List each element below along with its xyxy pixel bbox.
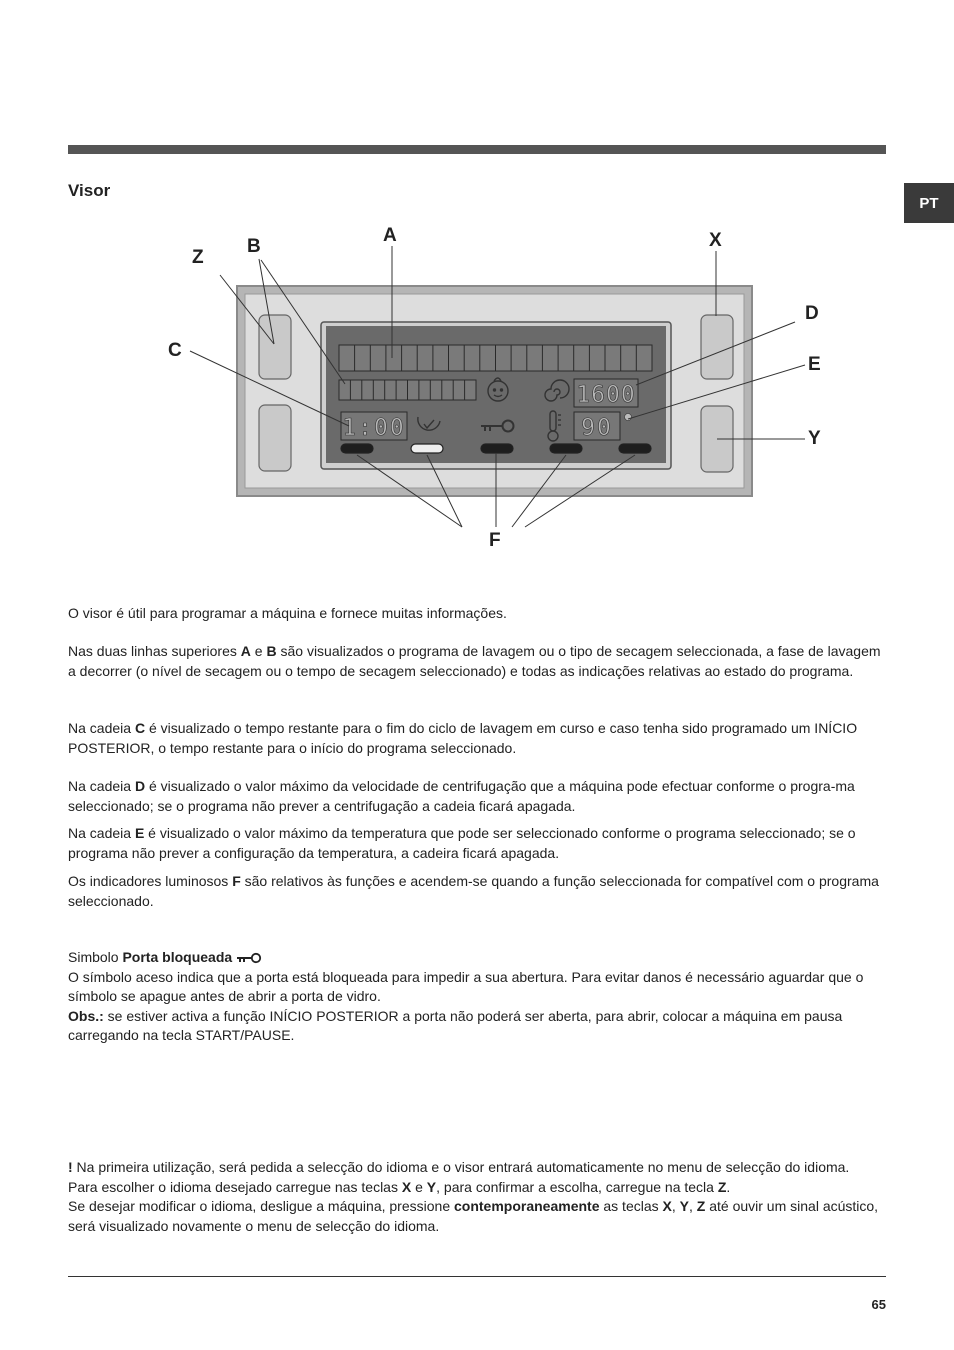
time-readout: 1:00 [342,415,406,441]
temp-readout: 90 [581,415,613,441]
paragraph-language: ! Na primeira utilização, será pedida a selecção do idioma e o visor entrará automaticamente no menu de selecção do idioma. Para escolher o idioma desejado carregue nas teclas X e Y, para confirmar a escolha, carregue na tecla Z. Se desejar modificar o idioma, desligue a máquina, pressione contemporaneamente as teclas X, Y, Z até ouvir um sinal acústico, será visualizado novamente o menu de selecção do idioma. [68,1159,879,1234]
display-diagram [150,215,830,555]
label-d: D [805,303,819,324]
paragraph-door-lock: Simbolo Porta bloqueada O símbolo aceso indica que a porta está bloqueada para impedir a sua abertura. Para evitar danos é necessário aguardar que o símbolo se apague antes de abrir a porta de vidro. Obs.: se estiver activa a função INÍCIO POSTERIOR a porta não poderá ser aberta, para abrir, colocar a máquina em pausa carregando na tecla START/PAUSE. [68,949,864,1043]
label-x: X [709,230,722,251]
page-number: 65 [871,1297,886,1312]
row-b-cells [339,380,476,400]
section-title: Visor [68,181,111,200]
button-z [259,315,291,379]
key-icon [236,952,262,964]
bottom-rule [68,1276,886,1277]
row-a-cells [339,345,652,371]
label-b: B [247,236,261,257]
spin-readout: 1600 [576,382,636,408]
paragraph-indicators-f: Os indicadores luminosos F são relativos às funções e acendem-se quando a função seleccionada for compatível com o programa seleccionado. [68,873,879,909]
paragraph-chain-d: Na cadeia D é visualizado o valor máximo da velocidade de centrifugação que a máquina pode efectuar conforme o progra-ma seleccionado; se o programa não prever a centrifugação a cadeia ficará apagada. [68,778,855,814]
top-rule [68,145,886,154]
paragraph-chain-c: Na cadeia C é visualizado o tempo restante para o fim do ciclo de lavagem em curso e caso tenha sido programado um INÍCIO POSTERIOR, o tempo restante para o início do programa seleccionado. [68,720,858,756]
label-c: C [168,340,182,361]
degree-dot [625,414,632,421]
language-tab: PT [904,183,954,223]
label-e: E [808,354,821,375]
paragraph-intro: O visor é útil para programar a máquina e fornece muitas informações. [68,605,507,621]
label-y: Y [808,428,821,449]
paragraph-chain-e: Na cadeia E é visualizado o valor máximo da temperatura que pode ser seleccionado conforme o programa seleccionado; se o programa não prever a configuração da temperatura, a cadeira ficará apagada. [68,825,856,861]
button-x [701,315,733,379]
button-left-lower [259,405,291,471]
label-z: Z [192,247,204,268]
label-f: F [489,530,501,551]
label-a: A [383,225,397,246]
paragraph-lines-a-b: Nas duas linhas superiores A e B são visualizados o programa de lavagem ou o tipo de secagem seleccionada, a fase de lavagem a decorrer (o nível de secagem ou o tempo de secagem seleccionado) e todas as indicações relativas ao estado do programa. [68,643,881,679]
